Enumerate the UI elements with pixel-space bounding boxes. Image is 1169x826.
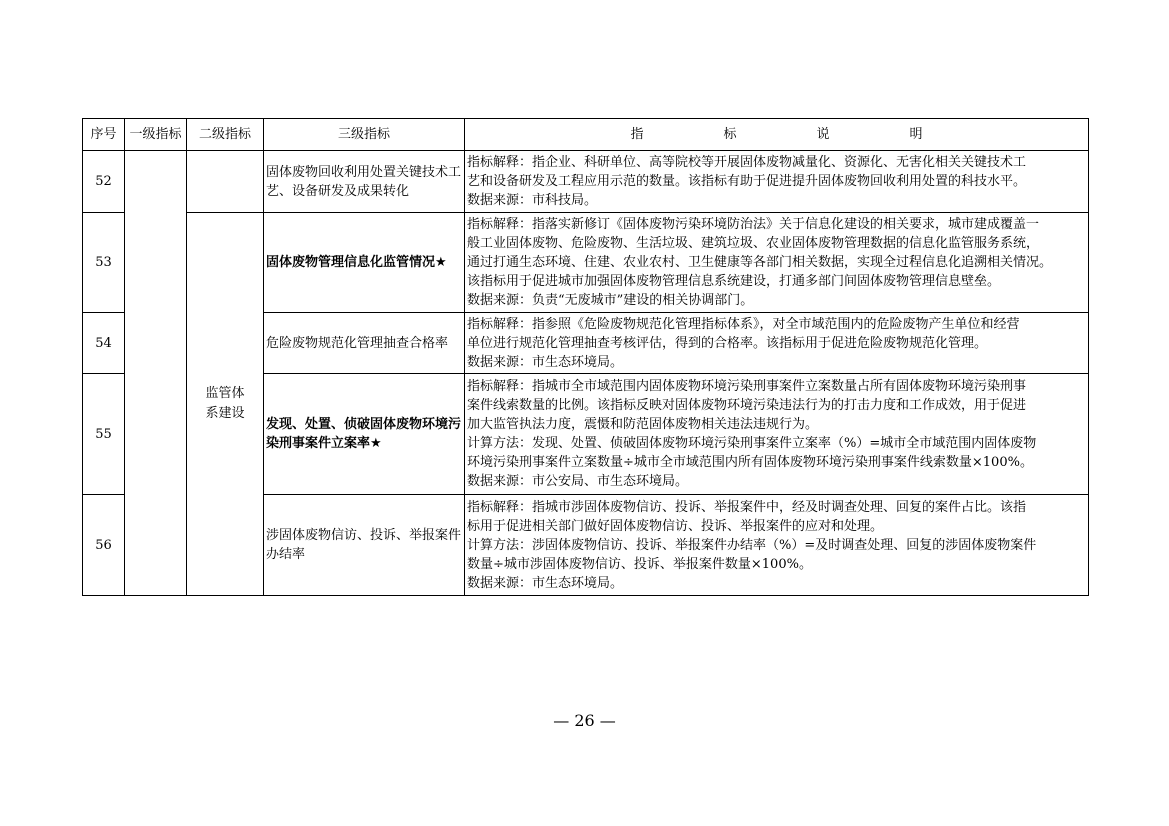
level3-cell: 危险废物规范化管理抽查合格率 (264, 313, 465, 374)
header-desc (465, 119, 1089, 151)
header-level3: 三级指标 (264, 119, 465, 151)
description-cell (465, 374, 1089, 495)
header-desc-char: 指 (630, 127, 644, 142)
level2-cell-empty (187, 151, 264, 213)
description-line: 数据来源：市生态环境局。 (467, 354, 624, 370)
level3-cell: 固体废物管理信息化监管情况★ (264, 213, 465, 313)
page-number: — 26 — (553, 711, 616, 730)
description-line: 般工业固体废物、危险废物、生活垃圾、建筑垃圾、农业固体废物管理数据的信息化监管服务系统， (467, 236, 1040, 251)
description-line: 计算方法：发现、处置、侦破固体废物环境污染刑事案件立案率（%）=城市全市域范围内固体废物 (467, 436, 1037, 451)
level2-label: 监管体系建设 (205, 386, 245, 421)
description-line: 数据来源：市公安局、市生态环境局。 (467, 474, 689, 489)
description-line: 指标解释：指落实新修订《固体废物污染环境防治法》关于信息化建设的相关要求，城市建成覆盖一 (467, 217, 1040, 232)
description-line: 该指标用于促进城市加强固体废物管理信息系统建设，打通多部门间固体废物管理信息壁垒。 (467, 274, 1001, 289)
description-line: 通过打通生态环境、住建、农业农村、卫生健康等各部门相关数据，实现全过程信息化追溯相关情况。 (467, 255, 1053, 270)
description-cell (465, 313, 1089, 374)
description-line: 数量÷城市涉固体废物信访、投诉、举报案件数量×100%。 (467, 556, 812, 572)
row-number: 55 (83, 374, 125, 495)
description-line: 数据来源：市科技局。 (467, 193, 598, 208)
header-desc-char: 标 (723, 127, 737, 142)
description-line: 指标解释：指城市全市域范围内固体废物环境污染刑事案件立案数量占所有固体废物环境污染刑事 (467, 379, 1027, 394)
description-line: 案件线索数量的比例。该指标反映对固体废物环境污染违法行为的打击力度和工作成效，用于促进 (467, 398, 1027, 413)
description-cell (465, 151, 1089, 213)
description-cell (465, 213, 1089, 313)
description-line: 加大监管执法力度，震慑和防范固体废物相关违法违规行为。 (467, 417, 819, 432)
level2-cell (187, 213, 264, 596)
header-level2: 二级指标 (187, 119, 264, 151)
header-seq: 序号 (83, 119, 125, 151)
description-cell (465, 495, 1089, 596)
level3-cell: 固体废物回收利用处置关键技术工艺、设备研发及成果转化 (264, 151, 465, 213)
row-number: 52 (83, 151, 125, 213)
description-line: 数据来源：负责“无废城市”建设的相关协调部门。 (467, 293, 754, 308)
header-desc-char: 明 (909, 127, 923, 142)
description-line: 标用于促进相关部门做好固体废物信访、投诉、举报案件的应对和处理。 (467, 518, 884, 534)
level3-cell: 发现、处置、侦破固体废物环境污染刑事案件立案率★ (264, 374, 465, 495)
description-line: 单位进行规范化管理抽查考核评估，得到的合格率。该指标用于促进危险废物规范化管理。 (467, 335, 988, 351)
description-line: 指标解释：指城市涉固体废物信访、投诉、举报案件中，经及时调查处理、回复的案件占比。该指 (467, 499, 1027, 515)
header-level1: 一级指标 (125, 119, 187, 151)
table-row (83, 151, 1089, 213)
table-row (83, 213, 1089, 313)
header-desc-char: 说 (816, 127, 830, 142)
description-line: 艺和设备研发及工程应用示范的数量。该指标有助于促进提升固体废物回收利用处置的科技水平。 (467, 174, 1027, 189)
description-line: 计算方法：涉固体废物信访、投诉、举报案件办结率（%）=及时调查处理、回复的涉固体废物案件 (467, 537, 1037, 553)
header-row (83, 119, 1089, 151)
row-number: 54 (83, 313, 125, 374)
row-number: 53 (83, 213, 125, 313)
description-line: 指标解释：指企业、科研单位、高等院校等开展固体废物减量化、资源化、无害化相关关键技术工 (467, 155, 1027, 170)
description-line: 环境污染刑事案件立案数量÷城市全市域范围内所有固体废物环境污染刑事案件线索数量×100%。 (467, 455, 1033, 470)
level3-cell: 涉固体废物信访、投诉、举报案件办结率 (264, 495, 465, 596)
description-line: 数据来源：市生态环境局。 (467, 575, 624, 591)
level1-cell (125, 151, 187, 596)
row-number: 56 (83, 495, 125, 596)
description-line: 指标解释：指参照《危险废物规范化管理指标体系》，对全市域范围内的危险废物产生单位和经营 (467, 316, 1020, 332)
indicator-table (82, 118, 1089, 596)
